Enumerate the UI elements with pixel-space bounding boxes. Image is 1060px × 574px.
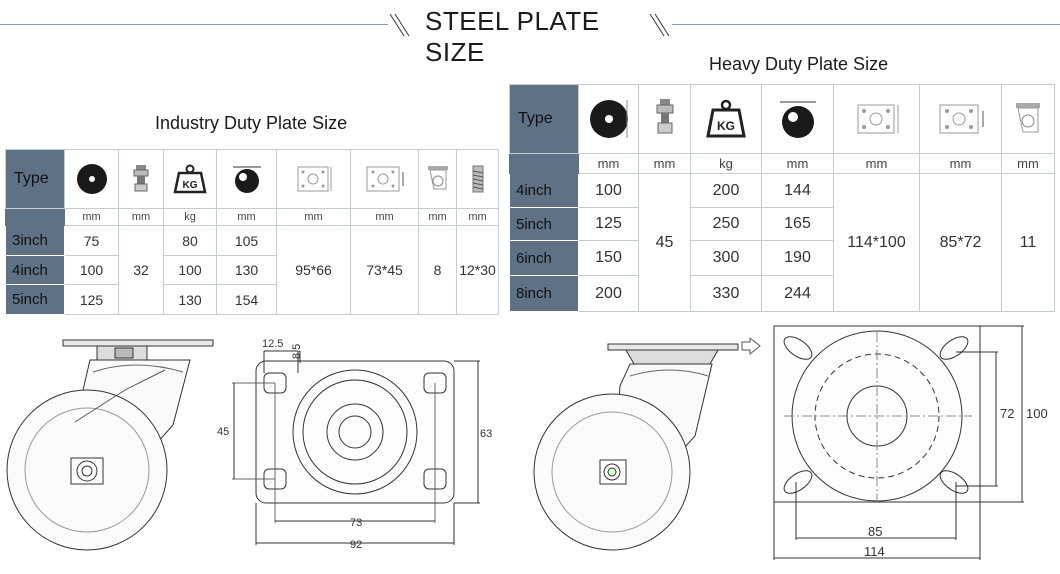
- swivel-stem-icon: [119, 150, 164, 209]
- total-height: 130: [217, 256, 277, 285]
- unit-blank: [6, 209, 65, 226]
- industry-title: Industry Duty Plate Size: [155, 113, 348, 133]
- unit-cell: mm: [217, 209, 277, 226]
- dim-label: 92: [350, 539, 363, 551]
- stem-size: 32: [119, 226, 164, 315]
- load-capacity: 100: [164, 256, 217, 285]
- wheel-diameter: 125: [579, 208, 639, 241]
- load-capacity: 200: [691, 174, 762, 208]
- table-row: [510, 174, 1055, 208]
- plate-thickness-icon: [1002, 85, 1055, 154]
- type-label: 5inch: [510, 208, 579, 241]
- industry-spec-table: [5, 149, 499, 315]
- dim-label: 85: [868, 524, 883, 539]
- hole-spacing: 73*45: [351, 226, 419, 315]
- wheel-diameter: 125: [65, 285, 119, 315]
- header-line-right: [672, 24, 1060, 25]
- unit-blank: [510, 154, 579, 174]
- heavy-caster-side-drawing: [530, 336, 770, 568]
- dim-label: 114: [864, 544, 885, 559]
- total-height: 244: [762, 276, 834, 312]
- load-capacity: 80: [164, 226, 217, 256]
- industry-caster-side-drawing: [5, 330, 230, 560]
- unit-cell: mm: [119, 209, 164, 226]
- total-height: 190: [762, 241, 834, 276]
- dim-label: 73: [350, 517, 363, 529]
- wheel-diameter: 150: [579, 241, 639, 276]
- plate-thickness: 8: [419, 226, 457, 315]
- plate-thickness-icon: [419, 150, 457, 209]
- slash-decoration-left: [388, 8, 410, 38]
- dim-label: 100: [1026, 406, 1048, 421]
- unit-cell: mm: [457, 209, 499, 226]
- wheel-diameter: 75: [65, 226, 119, 256]
- unit-cell: mm: [1002, 154, 1055, 174]
- unit-cell: mm: [351, 209, 419, 226]
- swivel-stem-icon: [639, 85, 691, 154]
- unit-cell: mm: [277, 209, 351, 226]
- load-capacity: 250: [691, 208, 762, 241]
- kg-label: KG: [717, 119, 735, 133]
- total-height: 154: [217, 285, 277, 315]
- weight-kg-icon: [164, 150, 217, 209]
- heavy-plate-drawing: [760, 322, 1058, 568]
- thread-size: 12*30: [457, 226, 499, 315]
- unit-cell: kg: [691, 154, 762, 174]
- total-height: 144: [762, 174, 834, 208]
- unit-cell: mm: [579, 154, 639, 174]
- wheel-diameter: 200: [579, 276, 639, 312]
- wheel-icon: [65, 150, 119, 209]
- unit-cell: kg: [164, 209, 217, 226]
- total-height: 105: [217, 226, 277, 256]
- load-capacity: 300: [691, 241, 762, 276]
- load-capacity: 130: [164, 285, 217, 315]
- dim-label: 45: [217, 426, 230, 438]
- type-label: 4inch: [510, 174, 579, 208]
- wheel-icon: [579, 85, 639, 154]
- unit-cell: mm: [639, 154, 691, 174]
- plate-thickness: 11: [1002, 174, 1055, 312]
- thread-icon: [457, 150, 499, 209]
- kg-label: KG: [182, 180, 198, 191]
- type-label: 8inch: [510, 276, 579, 312]
- page-title: STEEL PLATE SIZE: [425, 6, 600, 67]
- wheel-diameter: 100: [579, 174, 639, 208]
- type-label: 3inch: [6, 226, 65, 256]
- type-label: 5inch: [6, 285, 65, 315]
- load-capacity: 330: [691, 276, 762, 312]
- unit-cell: mm: [65, 209, 119, 226]
- total-height: 165: [762, 208, 834, 241]
- plate-hole-icon: [351, 150, 419, 209]
- wheel-diameter: 100: [65, 256, 119, 285]
- weight-kg-icon: [691, 85, 762, 154]
- arrow-right-icon: [742, 338, 760, 354]
- unit-cell: mm: [419, 209, 457, 226]
- industry-icon-row: [6, 150, 499, 209]
- dim-label: 72: [1000, 406, 1015, 421]
- heavy-spec-table: [509, 84, 1055, 312]
- heavy-icon-row: [510, 85, 1055, 154]
- heavy-title: Heavy Duty Plate Size: [709, 54, 889, 74]
- industry-plate-drawing: [212, 333, 510, 555]
- dim-label: 8.5: [291, 343, 303, 359]
- caster-side-icon: [217, 150, 277, 209]
- dim-label: 63: [480, 428, 493, 440]
- hole-spacing: 85*72: [920, 174, 1002, 312]
- unit-cell: mm: [762, 154, 834, 174]
- unit-cell: mm: [834, 154, 920, 174]
- plate-width-icon: [834, 85, 920, 154]
- type-header: Type: [510, 85, 579, 154]
- plate-hole-icon: [920, 85, 1002, 154]
- heavy-unit-row: [510, 154, 1055, 174]
- stem-size: 45: [639, 174, 691, 312]
- slash-decoration-right: [648, 8, 670, 38]
- type-label: 4inch: [6, 256, 65, 285]
- type-header: Type: [6, 150, 65, 209]
- plate-size: 95*66: [277, 226, 351, 315]
- table-row: [6, 226, 499, 256]
- industry-unit-row: [6, 209, 499, 226]
- caster-side-icon: [762, 85, 834, 154]
- unit-cell: mm: [920, 154, 1002, 174]
- type-label: 6inch: [510, 241, 579, 276]
- header-line-left: [0, 24, 388, 25]
- plate-width-icon: [277, 150, 351, 209]
- dim-label: 12.5: [262, 338, 284, 350]
- plate-size: 114*100: [834, 174, 920, 312]
